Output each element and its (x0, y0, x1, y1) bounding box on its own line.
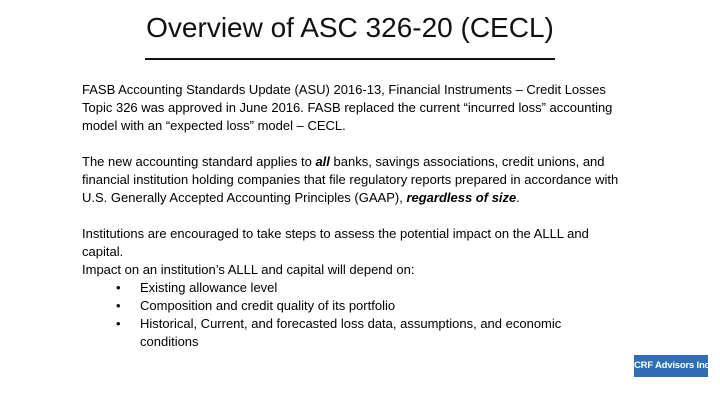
emphasis-regardless-of-size: regardless of size (406, 190, 517, 205)
bullet-dot-icon: • (116, 316, 121, 331)
list-item-text: Historical, Current, and forecasted loss data, assumptions, and economic conditions (140, 316, 562, 349)
slide-body (82, 81, 622, 351)
applicability-text-end: . (516, 190, 520, 205)
slide-title: Overview of ASC 326-20 (CECL) (146, 12, 554, 43)
bullet-dot-icon: • (116, 280, 121, 295)
emphasis-all: all (315, 154, 330, 169)
list-item-text: Existing allowance level (140, 280, 278, 295)
list-item-text: Composition and credit quality of its portfolio (140, 298, 396, 313)
list-item (82, 315, 622, 351)
asu-overview-paragraph: FASB Accounting Standards Update (ASU) 2016-13, Financial Instruments – Credit Losses Topic 326 was approved in June 2016. FASB replaced the current “incurred loss” accounting model with an “expected loss” model – CECL. (82, 82, 613, 133)
list-item (82, 279, 622, 297)
impact-factors-list (82, 279, 622, 351)
crf-advisors-logo: CRF Advisors Inc. (634, 355, 708, 377)
applicability-paragraph (82, 153, 622, 207)
applicability-text-start: The new accounting standard applies to (82, 154, 316, 169)
applicability-text-middle: banks, savings associations, credit unions, and financial institution holding companies that file regulatory reports prepared in accordance with U.S. Generally Accepted Accounting Principles (GAAP), (82, 154, 619, 205)
institutions-paragraph: Institutions are encouraged to take steps to assess the potential impact on the ALLL and capital. (82, 226, 589, 259)
paragraph-spacer (82, 135, 622, 153)
list-item (82, 297, 622, 315)
impact-intro-paragraph: Impact on an institution’s ALLL and capital will depend on: (82, 262, 415, 277)
paragraph-spacer (82, 207, 622, 225)
title-underline (145, 58, 555, 60)
bullet-dot-icon: • (116, 298, 121, 313)
